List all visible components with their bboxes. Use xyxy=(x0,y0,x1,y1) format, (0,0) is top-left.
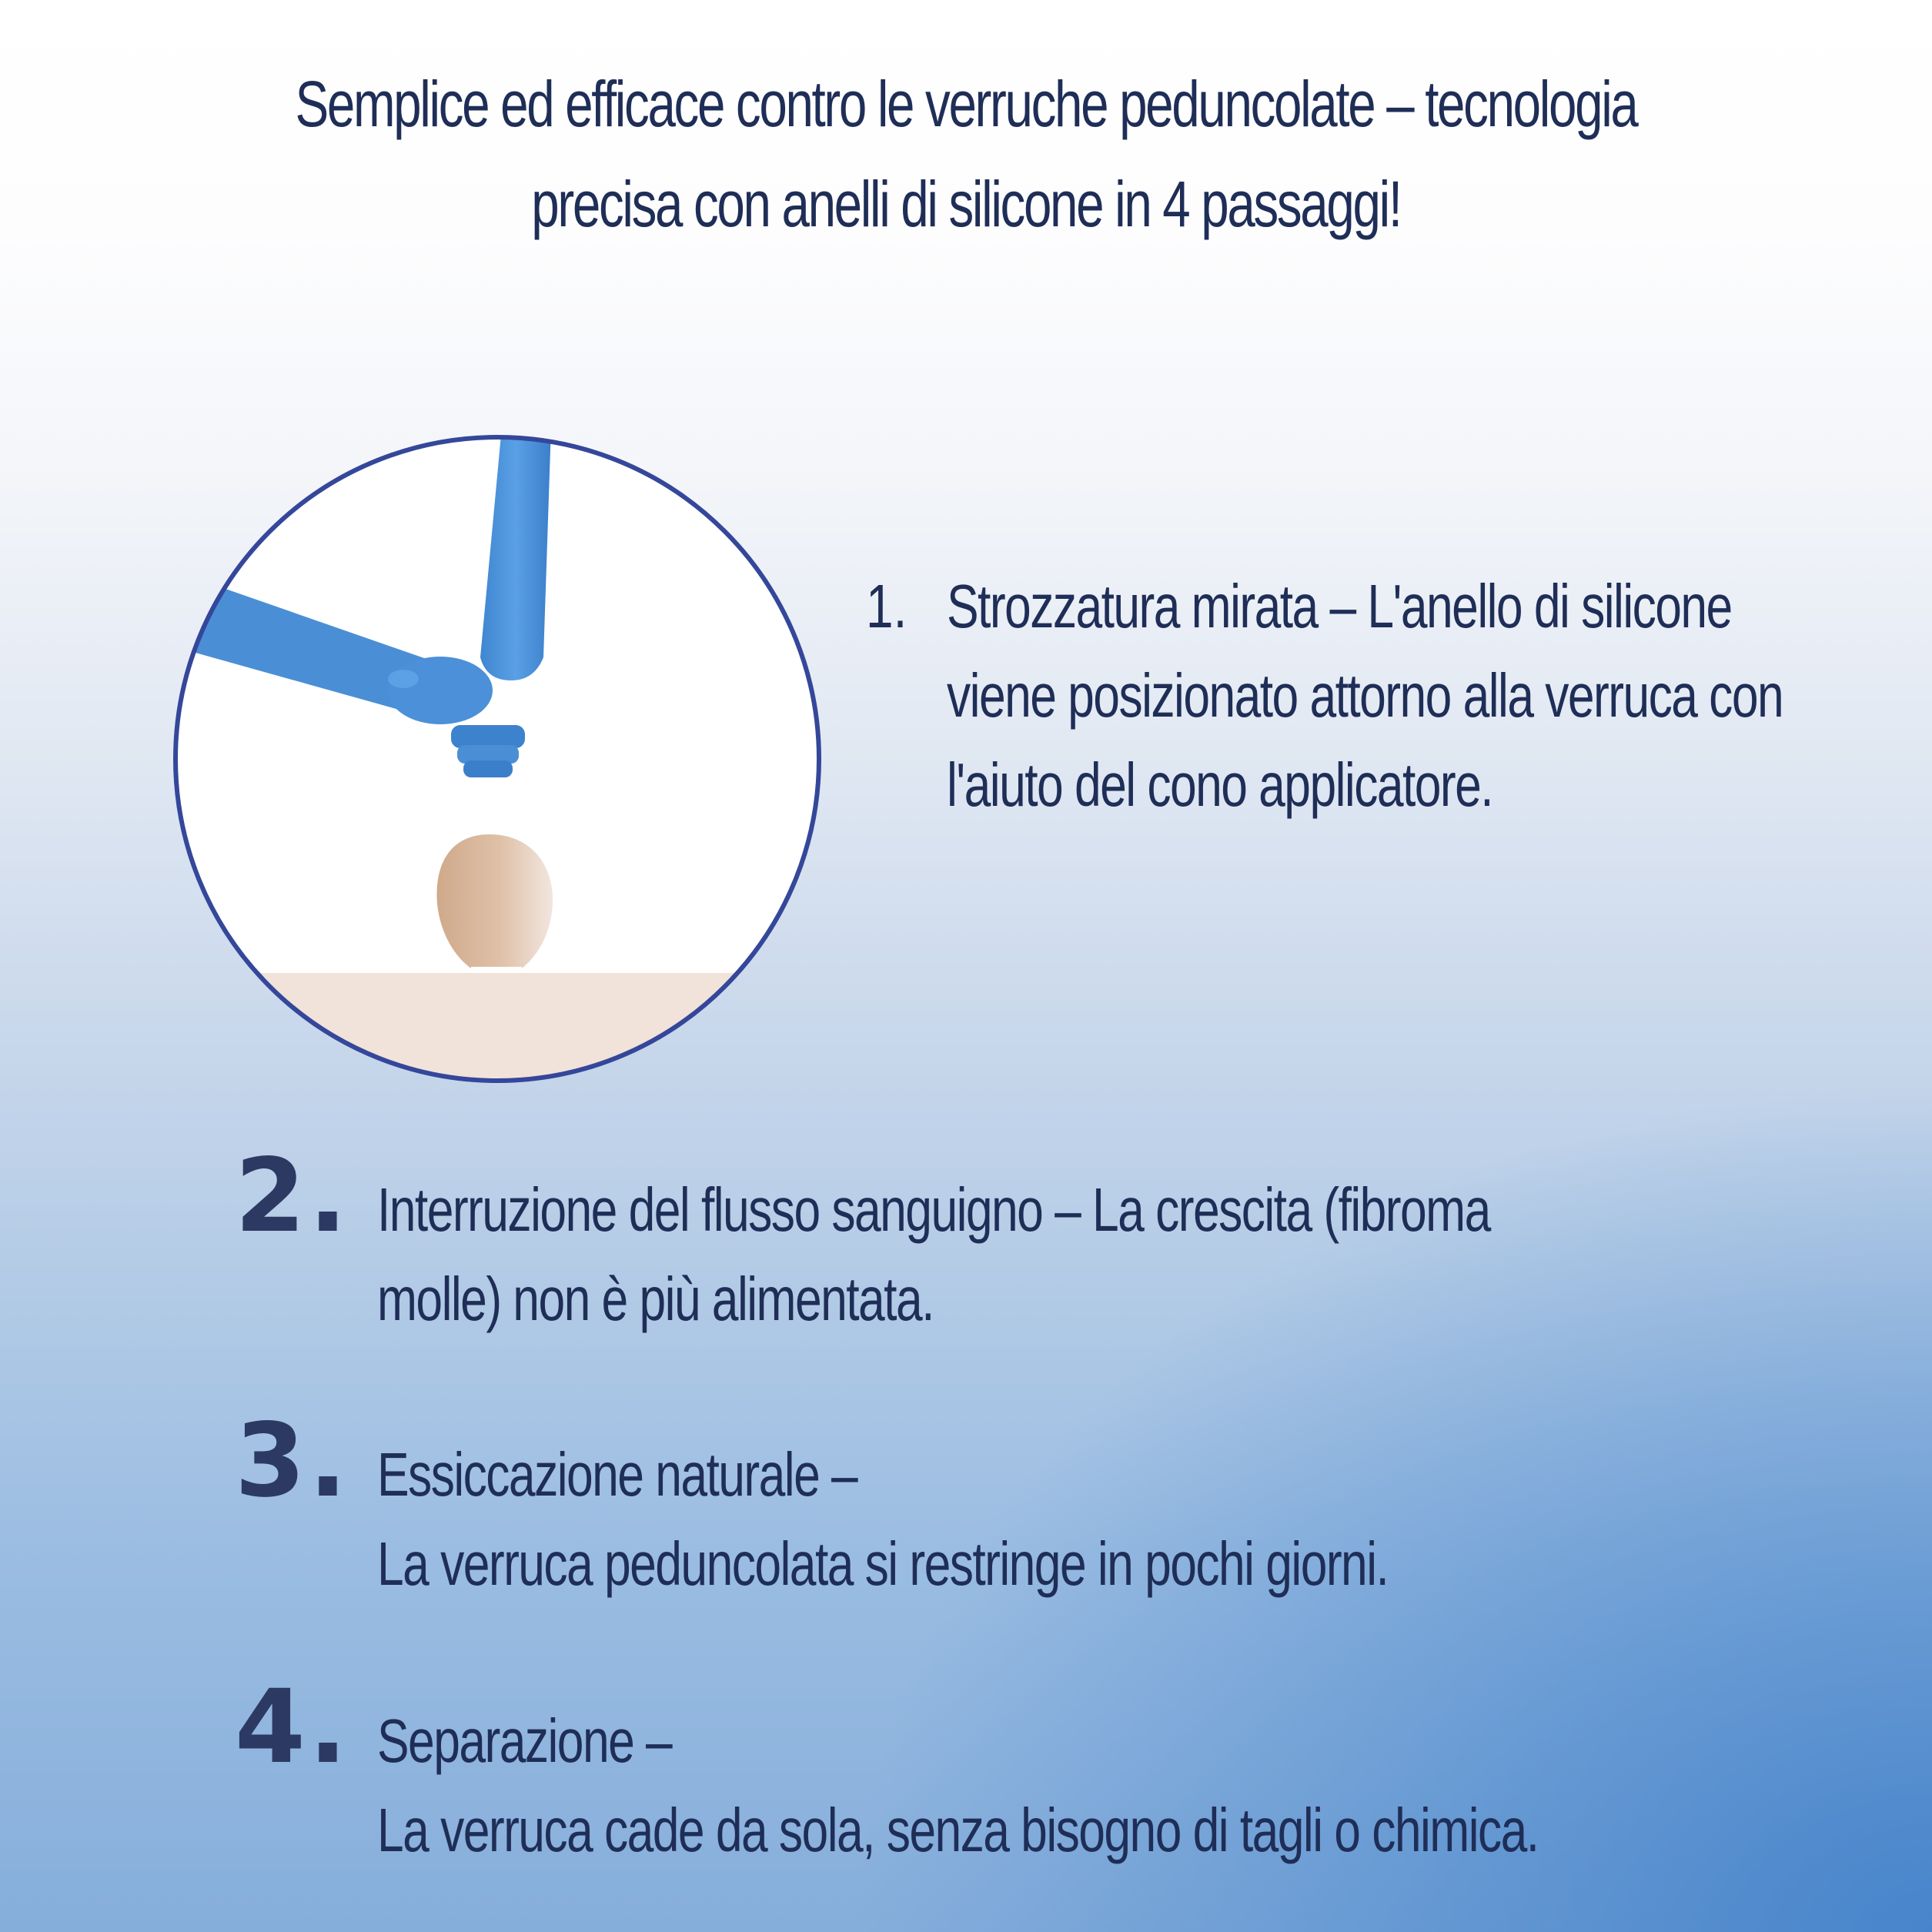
wart-shape xyxy=(437,834,553,968)
wart-base xyxy=(471,967,522,973)
step-4-number: 4. xyxy=(235,1668,350,1787)
step-4-line-2: La verruca cade da sola, senza bisogno di tagli o chimica. xyxy=(377,1796,1539,1864)
step-2-line-1: Interruzione del flusso sanguigno – La crescita (fibroma xyxy=(377,1175,1490,1244)
step-3-line-2: La verruca peduncolata si restringe in pochi giorni. xyxy=(377,1529,1389,1598)
headline xyxy=(272,54,1660,254)
step-4-line-1: Separazione – xyxy=(377,1706,672,1775)
step-1-text: Strozzatura mirata – L'anello di silicone viene posizionato attorno alla verruca con l'aiuto del cono applicatore. xyxy=(947,572,1783,819)
headline-line-2: precisa con anelli di silicone in 4 passaggi! xyxy=(531,168,1401,240)
step-4-text xyxy=(377,1696,1758,1875)
headline-line-1: Semplice ed efficace contro le verruche peduncolate – tecnologia xyxy=(295,68,1637,140)
step-3-text xyxy=(377,1430,1758,1609)
step-3-line-1: Essiccazione naturale – xyxy=(377,1440,857,1509)
silicone-ring-bottom xyxy=(463,760,513,777)
step-1-number: 1. xyxy=(866,572,908,640)
step-2-line-2: molle) non è più alimentata. xyxy=(377,1265,934,1333)
applicator-ring-base xyxy=(388,657,493,724)
applicator-ring-highlight xyxy=(388,670,419,688)
silicone-ring-top xyxy=(451,725,525,748)
step-2-number: 2. xyxy=(235,1137,350,1255)
applicator-illustration xyxy=(172,434,822,1084)
step-2-text xyxy=(377,1165,1758,1344)
step-3-number: 3. xyxy=(235,1402,350,1520)
